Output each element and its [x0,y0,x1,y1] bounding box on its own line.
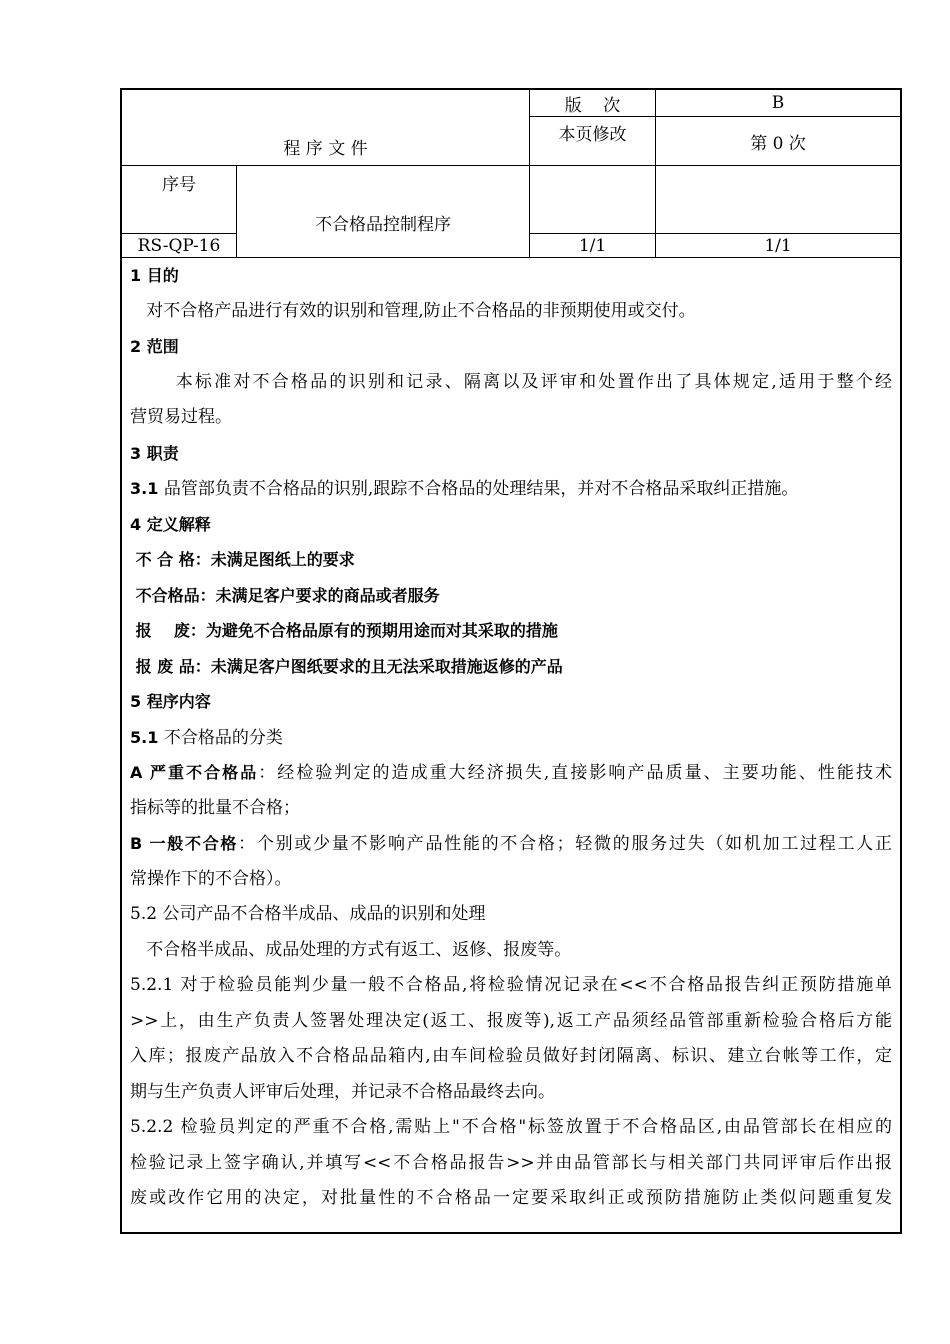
blank-cell-b [656,166,900,234]
body-text: 品管部负责不合格品的识别,跟踪不合格品的处理结果，并对不合格品采取纠正措施。 [163,479,799,499]
text-line [130,684,892,720]
text-line [130,1004,892,1040]
procedure-title: 不合格品控制程序 [315,215,451,235]
text-line [130,1039,892,1075]
text-line [130,968,892,1004]
doc-code: RS-QP-16 [137,235,221,256]
bold-text: 报 废 品：未满足客户图纸要求的且无法采取措施返修的产品 [130,656,563,676]
text-line [130,862,892,898]
page-number-a: 1/1 [578,235,607,256]
text-line [130,826,892,862]
text-line [130,400,892,436]
bold-text: 2 范围 [130,337,179,356]
text-line [130,1181,892,1217]
body-text: 5.2.1 对于检验员能判少量一般不合格品,将检验情况记录在<<不合格品报告纠正预防措施单 [130,975,892,995]
bold-text: 3 职责 [130,443,179,463]
revision-value-cell [656,117,900,166]
revision-value: 第 0 次 [750,133,806,154]
bold-text: 不合格品：未满足客户要求的商品或者服务 [130,585,440,605]
body-text: 期与生产负责人评审后处理，并记录不合格品最终去向。 [130,1081,555,1102]
bold-text: A 严重不合格品 [130,763,259,782]
bold-text: 1 目的 [130,266,179,285]
seq-label: 序号 [162,175,196,195]
doc-type-cell [122,90,530,166]
text-line [130,578,892,614]
edition-label: 版 次 [564,95,621,116]
document-frame [120,88,902,1234]
text-line [130,436,892,472]
text-line [130,365,892,401]
body-text: 5.2.2 检验员判定的严重不合格,需贴上"不合格"标签放置于不合格品区,由品管部长在相应的 [130,1117,892,1137]
doc-code-cell [122,234,237,258]
body-text: 5.2 公司产品不合格半成品、成品的识别和处理 [130,904,486,924]
page-a-cell [530,234,656,258]
body-text: 对不合格产品进行有效的识别和管理,防止不合格品的非预期使用或交付。 [130,300,696,321]
text-line [130,755,892,791]
body-text: 指标等的批量不合格； [130,797,300,818]
seq-label-cell [122,166,237,234]
body-text: ：经检验判定的造成重大经济损失,直接影响产品质量、主要功能、性能技术 [258,763,892,783]
body-text: 入库；报废产品放入不合格品品箱内,由车间检验员做好封闭隔离、标识、建立台帐等工作，定 [130,1046,892,1066]
revision-label: 本页修改 [558,125,627,145]
body-text: >>上，由生产负责人签署处理决定(返工、报废等),返工产品须经品管部重新检验合格后方能 [130,1010,892,1031]
text-line [130,933,892,969]
body-text: 不合格品的分类 [163,727,283,748]
text-line [130,897,892,933]
body-text: 常操作下的不合格）。 [130,868,292,889]
body-text: 不合格半成品、成品处理的方式有返工、返修、报废等。 [130,939,572,960]
edition-value: B [771,93,785,113]
text-line [130,649,892,685]
text-line [130,720,892,756]
text-line [130,507,892,543]
page-b-cell [656,234,900,258]
text-line [130,613,892,649]
doc-type: 程 序 文 件 [283,139,368,159]
bold-text: 报 废：为避免不合格品原有的预期用途而对其采取的措施 [130,621,558,640]
blank-cell-a [530,166,656,234]
procedure-title-cell [237,166,530,258]
page-number-b: 1/1 [764,235,792,256]
bold-text: 4 定义解释 [130,514,211,534]
text-line [130,294,892,330]
text-line [130,1110,892,1146]
text-line [130,1075,892,1111]
body-text: 营贸易过程。 [130,407,232,427]
bold-text: 不 合 格：未满足图纸上的要求 [130,550,355,569]
text-line [130,542,892,578]
text-line [130,329,892,365]
edition-label-cell [530,90,656,117]
body-text: 废或改作它用的决定，对批量性的不合格品一定要采取纠正或预防措施防止类似问题重复发 [130,1188,892,1208]
body-text: ：个别或少量不影响产品性能的不合格；轻微的服务过失（如机加工过程工人正 [238,834,892,854]
bold-text: 3.1 [130,479,164,498]
document-header-table [122,90,900,258]
revision-label-cell [530,117,656,166]
bold-text: 5.1 [130,727,164,747]
bold-text: 5 程序内容 [130,692,211,711]
bold-text: B 一般不合格 [130,834,239,853]
text-line [130,791,892,827]
edition-value-cell [656,90,900,117]
text-line [130,471,892,507]
text-line [130,258,892,294]
text-line [130,1146,892,1182]
body-text: 检验记录上签字确认,并填写<<不合格品报告>>并由品管部长与相关部门共同评审后作出报 [130,1152,892,1173]
document-body [122,258,900,1217]
body-text: 本标准对不合格品的识别和记录、隔离以及评审和处置作出了具体规定,适用于整个经 [130,371,892,392]
